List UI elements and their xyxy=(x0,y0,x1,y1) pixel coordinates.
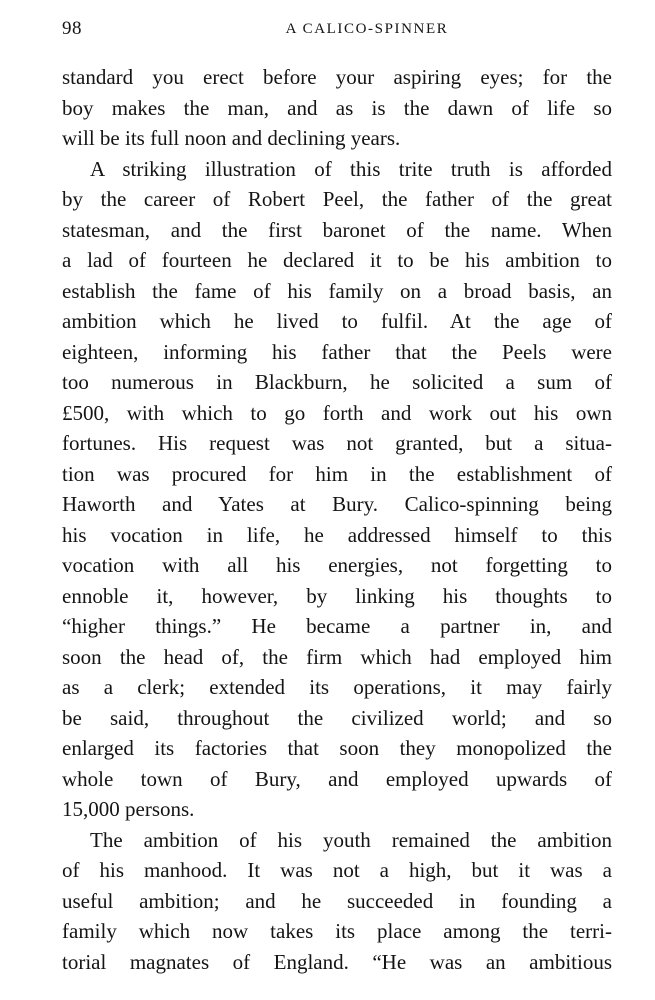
text-line: tion was procured for him in the establishment of xyxy=(62,461,612,486)
text-line: standard you erect before your aspiring eyes; for the xyxy=(62,65,612,89)
text-line: 15,000 persons. xyxy=(62,797,195,821)
paragraph-1 xyxy=(62,62,612,154)
text-line: enlarged its factories that soon they monopolized the xyxy=(62,736,612,760)
text-line: £500, with which to go forth and work out his own xyxy=(62,400,612,425)
page-number: 98 xyxy=(62,18,82,39)
text-line: will be its full noon and declining years. xyxy=(62,126,401,150)
text-line: ambition which he lived to fulfil. At the age of xyxy=(62,309,612,333)
body-text xyxy=(62,62,612,977)
text-line: boy makes the man, and as is the dawn of life so xyxy=(62,95,612,120)
text-line: his vocation in life, he addressed himself to this xyxy=(62,522,612,547)
text-line: whole town of Bury, and employed upwards of xyxy=(62,766,612,791)
text-line: statesman, and the first baronet of the name. When xyxy=(62,217,612,242)
paragraph-2 xyxy=(62,154,612,825)
text-line: establish the fame of his family on a broad basis, an xyxy=(62,278,612,303)
running-head: A CALICO-SPINNER xyxy=(285,21,449,37)
page-header xyxy=(62,18,612,48)
paragraph-3 xyxy=(62,825,612,978)
text-line: by the career of Robert Peel, the father of the great xyxy=(62,187,612,211)
text-line: a lad of fourteen he declared it to be his ambition to xyxy=(62,248,612,272)
text-line: “higher things.” He became a partner in, and xyxy=(62,614,612,638)
text-line: too numerous in Blackburn, he solicited a sum of xyxy=(62,370,612,394)
text-line: ennoble it, however, by linking his thoughts to xyxy=(62,583,612,608)
text-line: torial magnates of England. “He was an ambitious xyxy=(62,949,612,974)
text-line: of his manhood. It was not a high, but it was a xyxy=(62,858,612,882)
text-line: The ambition of his youth remained the ambition xyxy=(90,827,612,852)
text-line: Haworth and Yates at Bury. Calico-spinning being xyxy=(62,492,612,516)
text-line: as a clerk; extended its operations, it may fairly xyxy=(62,675,612,699)
text-line: A striking illustration of this trite truth is afforded xyxy=(90,156,612,181)
text-line: eighteen, informing his father that the Peels were xyxy=(62,339,612,364)
text-line: fortunes. His request was not granted, but a situa- xyxy=(62,431,612,455)
text-line: be said, throughout the civilized world; and so xyxy=(62,705,612,730)
text-line: soon the head of, the firm which had employed him xyxy=(62,644,612,669)
text-line: useful ambition; and he succeeded in founding a xyxy=(62,888,612,913)
text-line: vocation with all his energies, not forgetting to xyxy=(62,553,612,577)
text-line: family which now takes its place among the terri- xyxy=(62,919,612,943)
